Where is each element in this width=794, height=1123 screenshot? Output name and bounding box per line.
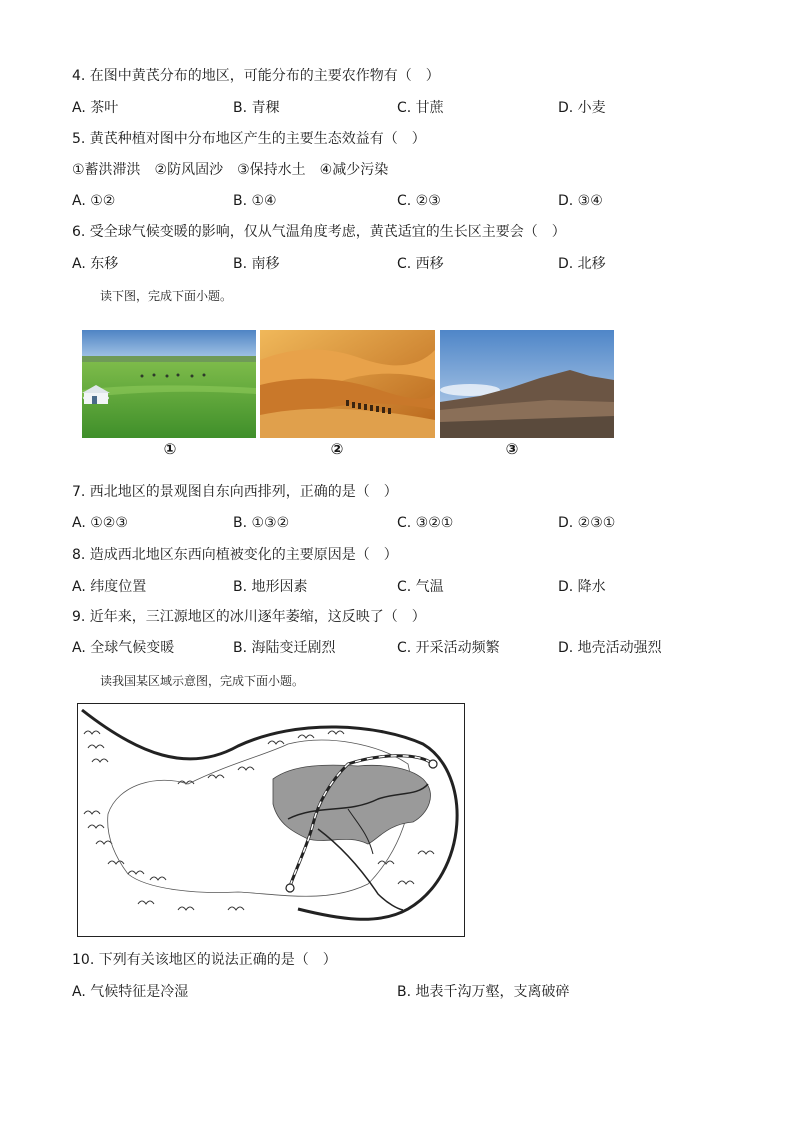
q8-option-c[interactable]: C. 气温 [397, 579, 444, 595]
q8-option-a[interactable]: A. 纬度位置 [72, 579, 147, 595]
photo-label-1: ① [163, 440, 177, 458]
q9-option-a[interactable]: A. 全球气候变暖 [72, 640, 175, 656]
q7-option-b[interactable]: B. ①③② [233, 515, 290, 531]
question-8-stem: 8. 造成西北地区东西向植被变化的主要原因是（ ） [72, 547, 398, 563]
q10-option-a[interactable]: A. 气候特征是冷湿 [72, 984, 189, 1000]
desert-photo [260, 330, 435, 438]
question-6-stem: 6. 受全球气候变暖的影响，仅从气温角度考虑，黄芪适宜的生长区主要会（ ） [72, 224, 566, 240]
question-9-stem: 9. 近年来，三江源地区的冰川逐年萎缩，这反映了（ ） [72, 609, 426, 625]
q5-option-a[interactable]: A. ①② [72, 193, 116, 209]
q9-option-c[interactable]: C. 开采活动频繁 [397, 640, 500, 656]
question-10-stem: 10. 下列有关该地区的说法正确的是（ ） [72, 952, 337, 968]
region-map [77, 703, 465, 937]
q7-option-d[interactable]: D. ②③① [558, 515, 616, 531]
q6-option-c[interactable]: C. 西移 [397, 256, 444, 272]
q4-option-b[interactable]: B. 青稞 [233, 100, 280, 116]
q6-option-b[interactable]: B. 南移 [233, 256, 280, 272]
grassland-photo [82, 330, 256, 438]
question-7-stem: 7. 西北地区的景观图自东向西排列，正确的是（ ） [72, 484, 398, 500]
q7-option-a[interactable]: A. ①②③ [72, 515, 128, 531]
q4-option-c[interactable]: C. 甘蔗 [397, 100, 444, 116]
question-5-choices: ①蓄洪滞洪 ②防风固沙 ③保持水土 ④减少污染 [72, 162, 389, 178]
q5-option-c[interactable]: C. ②③ [397, 193, 441, 209]
q5-option-d[interactable]: D. ③④ [558, 193, 603, 209]
mountain-photo [440, 330, 614, 438]
photo-label-2: ② [330, 440, 344, 458]
photo-label-3: ③ [505, 440, 519, 458]
q6-option-d[interactable]: D. 北移 [558, 256, 606, 272]
question-4-stem: 4. 在图中黄芪分布的地区，可能分布的主要农作物有（ ） [72, 68, 440, 84]
q9-option-b[interactable]: B. 海陆变迁剧烈 [233, 640, 336, 656]
q7-option-c[interactable]: C. ③②① [397, 515, 454, 531]
q8-option-d[interactable]: D. 降水 [558, 579, 606, 595]
q5-option-b[interactable]: B. ①④ [233, 193, 277, 209]
section-intro-photos: 读下图，完成下面小题。 [100, 289, 233, 303]
question-5-stem: 5. 黄芪种植对图中分布地区产生的主要生态效益有（ ） [72, 131, 426, 147]
q9-option-d[interactable]: D. 地壳活动强烈 [558, 640, 662, 656]
q10-option-b[interactable]: B. 地表千沟万壑，支离破碎 [397, 984, 570, 1000]
q6-option-a[interactable]: A. 东移 [72, 256, 119, 272]
q4-option-a[interactable]: A. 茶叶 [72, 100, 119, 116]
q4-option-d[interactable]: D. 小麦 [558, 100, 606, 116]
section-intro-map: 读我国某区域示意图，完成下面小题。 [100, 674, 305, 688]
q8-option-b[interactable]: B. 地形因素 [233, 579, 308, 595]
